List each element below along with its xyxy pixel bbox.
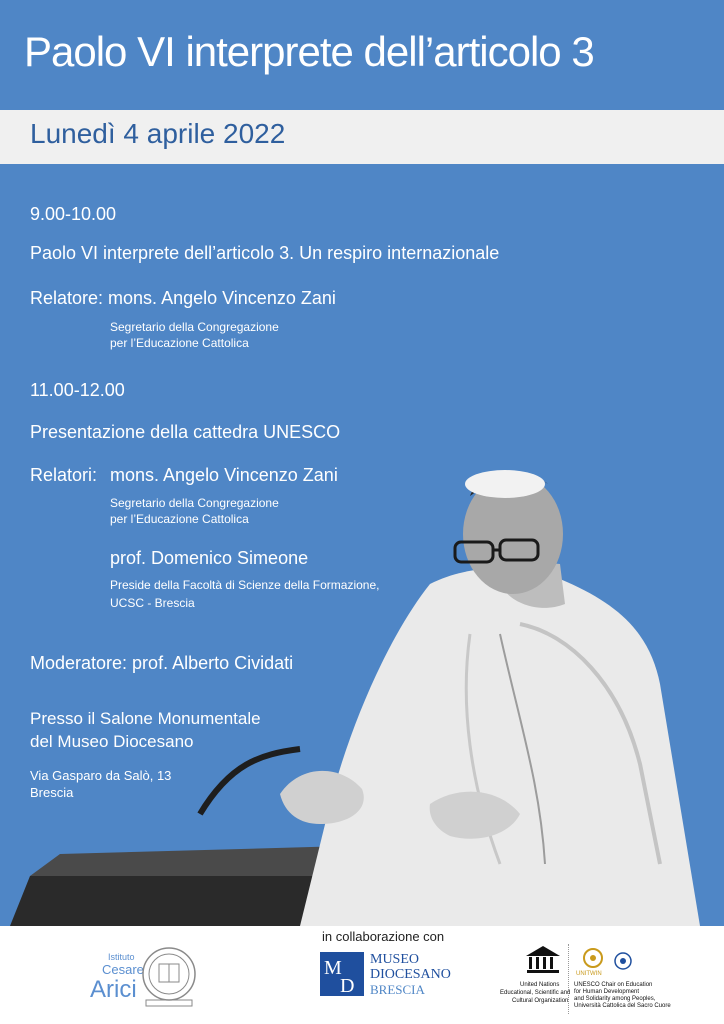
venue-address1: Via Gasparo da Salò, 13 [30, 768, 172, 783]
event-date: Lunedì 4 aprile 2022 [30, 118, 286, 149]
session2-speaker1-role-line1: Segretario della Congregazione [110, 496, 279, 510]
chair-text-4: Università Cattolica del Sacro Cuore [574, 1003, 671, 1009]
program-panel [0, 164, 724, 926]
collaboration-label: in collaborazione con [322, 929, 445, 944]
museo-line2: DIOCESANO [370, 967, 451, 982]
session2-speakers-label: Relatori: [30, 465, 98, 485]
session2-speaker2-role-line1: Preside della Facoltà di Scienze della Formazione, [110, 578, 380, 592]
museo-line1: MUSEO [370, 952, 420, 967]
ucsc-seal-icon [614, 952, 632, 970]
chair-text-2: for Human Development [574, 989, 640, 995]
unesco-logo [500, 942, 570, 1018]
chair-text-3: and Solidarity among Peoples, [574, 996, 656, 1002]
unesco-temple-icon [526, 946, 560, 974]
poster-title: Paolo VI interprete dell’articolo 3 [24, 28, 594, 75]
session2-speaker1-role-line2: per l’Educazione Cattolica [110, 512, 249, 526]
arici-line2: Cesare [102, 962, 144, 977]
venue-address2: Brescia [30, 785, 74, 800]
session1-time: 9.00-10.00 [30, 204, 117, 224]
venue-line2: del Museo Diocesano [30, 732, 194, 751]
unitwin-icon [580, 948, 606, 972]
unitwin-label: UNITWIN [576, 971, 602, 977]
session1-speaker: Relatore: mons. Angelo Vincenzo Zani [30, 288, 336, 308]
arici-logo [78, 944, 198, 1014]
session1-role-line2: per l’Educazione Cattolica [110, 336, 249, 350]
session2-speaker1: mons. Angelo Vincenzo Zani [110, 465, 338, 485]
museo-diocesano-logo [320, 952, 470, 1000]
session2-topic: Presentazione della cattedra UNESCO [30, 422, 341, 442]
arici-line3: Arici [90, 976, 137, 1003]
museo-line3: BRESCIA [370, 982, 425, 997]
zucchetto [465, 470, 545, 498]
arici-emblem-icon [140, 944, 198, 1010]
session2-speaker2-role-line2: UCSC - Brescia [110, 596, 195, 610]
moderator: Moderatore: prof. Alberto Cividati [30, 653, 294, 673]
session1-role-line1: Segretario della Congregazione [110, 320, 279, 334]
arici-line1: Istituto [108, 952, 135, 962]
session2-speaker2: prof. Domenico Simeone [110, 548, 309, 568]
logo-divider [568, 944, 570, 1014]
svg-text:D: D [340, 975, 355, 996]
session2-time: 11.00-12.00 [30, 380, 125, 400]
unesco-text-3: Cultural Organization [512, 998, 569, 1004]
svg-text:M: M [324, 957, 342, 979]
unesco-text-1: United Nations [520, 982, 560, 988]
venue-line1: Presso il Salone Monumentale [30, 709, 261, 728]
pope-robe [300, 568, 700, 926]
museo-md-icon [320, 952, 364, 996]
session1-topic: Paolo VI interprete dell’articolo 3. Un respiro internazionale [30, 243, 500, 263]
unesco-chair-logo [574, 942, 719, 1018]
pope-photo [0, 164, 724, 926]
chair-text-1: UNESCO Chair on Education [574, 982, 653, 988]
unesco-text-2: Educational, Scientific and [500, 990, 571, 996]
